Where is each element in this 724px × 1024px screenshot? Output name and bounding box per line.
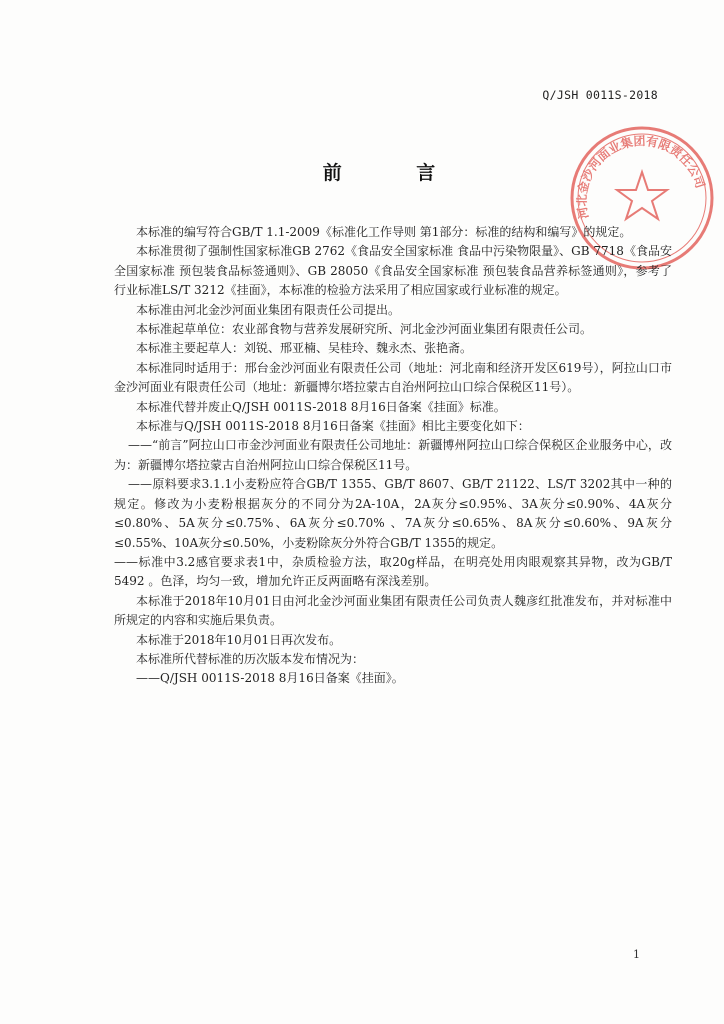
paragraph-7: 本标准代替并废止Q/JSH 0011S-2018 8月16日备案《挂面》标准。 xyxy=(136,399,506,414)
change-item-2: ——原料要求3.1.1小麦粉应符合GB/T 1355、GB/T 8607、GB/T 21122、LS/T 3202其中一种的规定。修改为小麦粉根据灰分的不同分为2A-10A，2A灰分≤0.95%、3A灰分≤0.90%、4A灰分≤0.80%、5A灰分≤0.75%、6A灰分≤0.70% 、7A灰分≤0.65%、8A灰分≤0.60%、9A灰分≤0.55%、10A灰分≤0.50%，小麦粉除灰分外符合GB/T 1355的规定。 xyxy=(114,477,672,550)
paragraph-history-intro: 本标准所代替标准的历次版本发布情况为： xyxy=(136,651,365,666)
page-title: 前 言 xyxy=(322,162,470,184)
paragraph-6: 本标准同时适用于：邢台金沙河面业有限责任公司（地址：河北南和经济开发区619号），阿拉山口市金沙河面业有限责任公司（地址：新疆博尔塔拉蒙古自治州阿拉山口综合保税区11号）。 xyxy=(114,360,672,395)
document-code: Q/JSH 0011S-2018 xyxy=(542,88,658,102)
page-number: 1 xyxy=(633,948,640,961)
paragraph-2: 本标准贯彻了强制性国家标准GB 2762《食品安全国家标准 食品中污染物限量》、GB 7718《食品安全国家标准 预包装食品标签通则》、GB 28050《食品安全国家标准 预包装食品营养标签通则》，参考了行业标准LS/T 3212《挂面》，本标准的检验方法采用了相应国家或行业标准的规定。 xyxy=(114,244,672,298)
paragraph-8: 本标准与Q/JSH 0011S-2018 8月16日备案《挂面》相比主要变化如下： xyxy=(136,419,530,434)
paragraph-1: 本标准的编写符合GB/T 1.1-2009《标准化工作导则 第1部分：标准的结构和编写》的规定。 xyxy=(136,225,632,239)
seal-text: 河北金沙河面业集团有限责任公司 xyxy=(574,134,708,221)
paragraph-4: 本标准起草单位：农业部食物与营养发展研究所、河北金沙河面业集团有限责任公司。 xyxy=(136,322,593,337)
history-item-1: ——Q/JSH 0011S-2018 8月16日备案《挂面》。 xyxy=(136,671,404,686)
paragraph-approval: 本标准于2018年10月01日由河北金沙河面业集团有限责任公司负责人魏彦红批准发布，并对标准中所规定的内容和实施后果负责。 xyxy=(114,593,672,628)
change-item-1: ——“前言”阿拉山口市金沙河面业有限责任公司地址：新疆博州阿拉山口综合保税区企业服务中心，改为：新疆博尔塔拉蒙古自治州阿拉山口综合保税区11号。 xyxy=(114,438,672,472)
foreword-body xyxy=(114,223,672,689)
paragraph-5: 本标准主要起草人：刘锐、邢亚楠、吴桂玲、魏永杰、张艳斋。 xyxy=(136,341,473,356)
paragraph-3: 本标准由河北金沙河面业集团有限责任公司提出。 xyxy=(136,302,401,317)
paragraph-release: 本标准于2018年10月01日再次发布。 xyxy=(136,632,342,647)
change-item-3: ——标准中3.2感官要求表1中，杂质检验方法，取20g样品，在明亮处用肉眼观察其异物，改为GB/T 5492 。色泽，均匀一致，增加允许正反两面略有深浅差别。 xyxy=(114,554,672,589)
